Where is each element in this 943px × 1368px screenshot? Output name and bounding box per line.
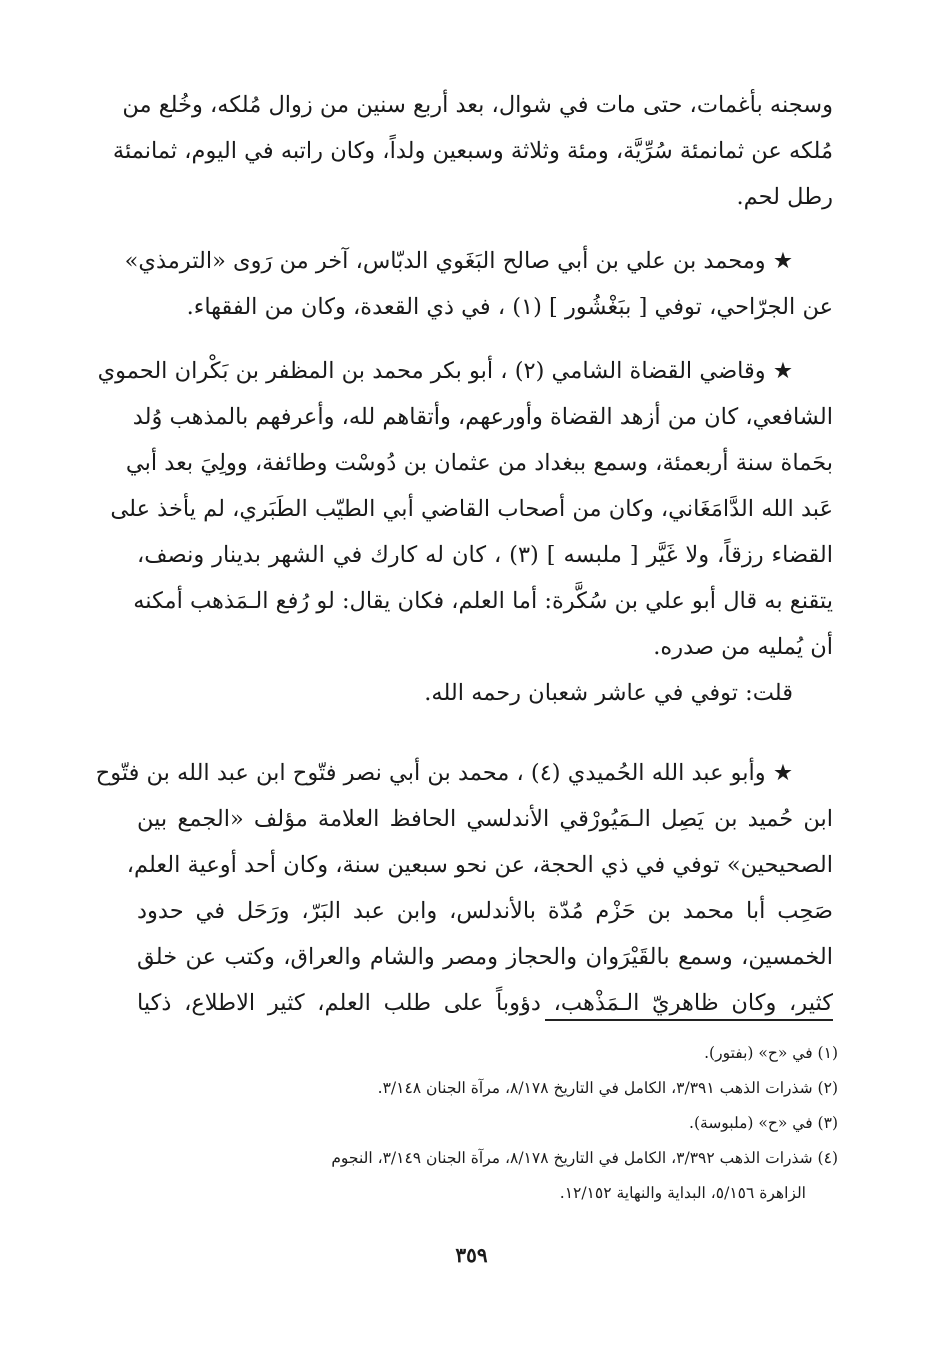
entry-paragraph-4 [95, 750, 833, 1026]
footnote-divider [545, 1019, 833, 1021]
footnote-1: (١) في «ح» (بفتور). [704, 1044, 838, 1062]
text-line: الصحيحين» توفي في ذي الحجة، عن نحو سبعين سنة، وكان أحد أوعية العلم، [126, 852, 833, 878]
footnote-4: (٤) شذرات الذهب ٣/٣٩٢، الكامل في التاريخ ٨/١٧٨، مرآة الجنان ٣/١٤٩، النجوم [331, 1149, 838, 1167]
text-line: القضاء رزقاً، ولا غَيَّر [ ملبسه ] (٣) ، كان له كارك في الشهر بدينار ونصف، [137, 542, 833, 568]
text-line: يتقنع به قال أبو علي بن سُكَّرة: أما العلم، فكان يقال: لو رُفع الـمَذهب أمكنه [133, 588, 833, 614]
text-line: بحَماة سنة أربعمئة، وسمع ببغداد من عثمان بن دُوسْت وطائفة، وولِيَ بعد أبي [125, 450, 833, 476]
editor-note: قلت: توفي في عاشر شعبان رحمه الله. [424, 680, 793, 706]
text-line: الشافعي، كان من أزهد القضاة وأورعهم، وأتقاهم لله، وأعرفهم بالمذهب وُلد [132, 404, 833, 430]
paragraph-gap [137, 220, 833, 238]
text-line: مُلكه عن ثمانمئة سُرِّيَّة، ومئة وثلاثة وسبعين ولداً، وكان راتبه في اليوم، ثمانمئة [112, 138, 833, 164]
text-line: ابن حُميد بن يَصِل الـمَيُورْقي الأندلسي الحافظ العلامة مؤلف «الجمع بين [137, 806, 833, 832]
text-line: وسجنه بأغمات، حتى مات في شوال، بعد أربع سنين من زوال مُلكه، وخُلع من [122, 92, 833, 118]
text-line: ★ وأبو عبد الله الحُميدي (٤) ، محمد بن أبي نصر فتّوح ابن عبد الله بن فتّوح [95, 760, 793, 786]
text-line: عن الجرّاحي، توفي [ ببَغْشُور ] (١) ، في ذي القعدة، وكان من الفقهاء. [186, 294, 833, 320]
text-line: رطل لحم. [736, 184, 833, 210]
text-line: صَحِب أبا محمد بن حَزْم مُدّة بالأندلس، وابن عبد البَرّ، ورَحَل في حدود [137, 898, 833, 924]
text-line: عَبد الله الدَّامَغَاني، وكان من أصحاب القاضي أبي الطيّب الطَبَري، لم يأخذ على [110, 496, 833, 522]
paragraph-gap [137, 330, 833, 348]
text-line: ★ وقاضي القضاة الشامي (٢) ، أبو بكر محمد بن المظفر بن بَكْران الحموي [97, 358, 793, 384]
entry-paragraph-2 [124, 238, 833, 330]
paragraph-gap [137, 716, 833, 750]
footnotes [170, 1036, 838, 1211]
entry-paragraph-3 [97, 348, 833, 716]
text-line: الخمسين، وسمع بالقَيْرَوان والحجاز ومصر والشام والعراق، وكتب عن خلق [137, 944, 833, 970]
entry-paragraph-1 [112, 82, 833, 220]
text-line: أن يُمليه من صدره. [653, 634, 833, 660]
page-number: ٣٥٩ [455, 1243, 488, 1267]
text-line: كثير، وكان ظاهريّ الـمَذْهب، دؤوباً على طلب العلم، كثير الاطلاع، ذكيا [137, 990, 833, 1016]
footnote-3: (٣) في «ح» (ملبوسة). [689, 1114, 838, 1132]
text-line: ★ ومحمد بن علي بن أبي صالح البَغَوي الدبّاس، آخر من رَوى «الترمذي» [124, 248, 793, 274]
page-body [95, 82, 833, 1026]
footnote-4-continued: الزاهرة ٥/١٥٦، البداية والنهاية ١٢/١٥٢. [559, 1184, 806, 1202]
footnote-2: (٢) شذرات الذهب ٣/٣٩١، الكامل في التاريخ ٨/١٧٨، مرآة الجنان ٣/١٤٨. [377, 1079, 838, 1097]
